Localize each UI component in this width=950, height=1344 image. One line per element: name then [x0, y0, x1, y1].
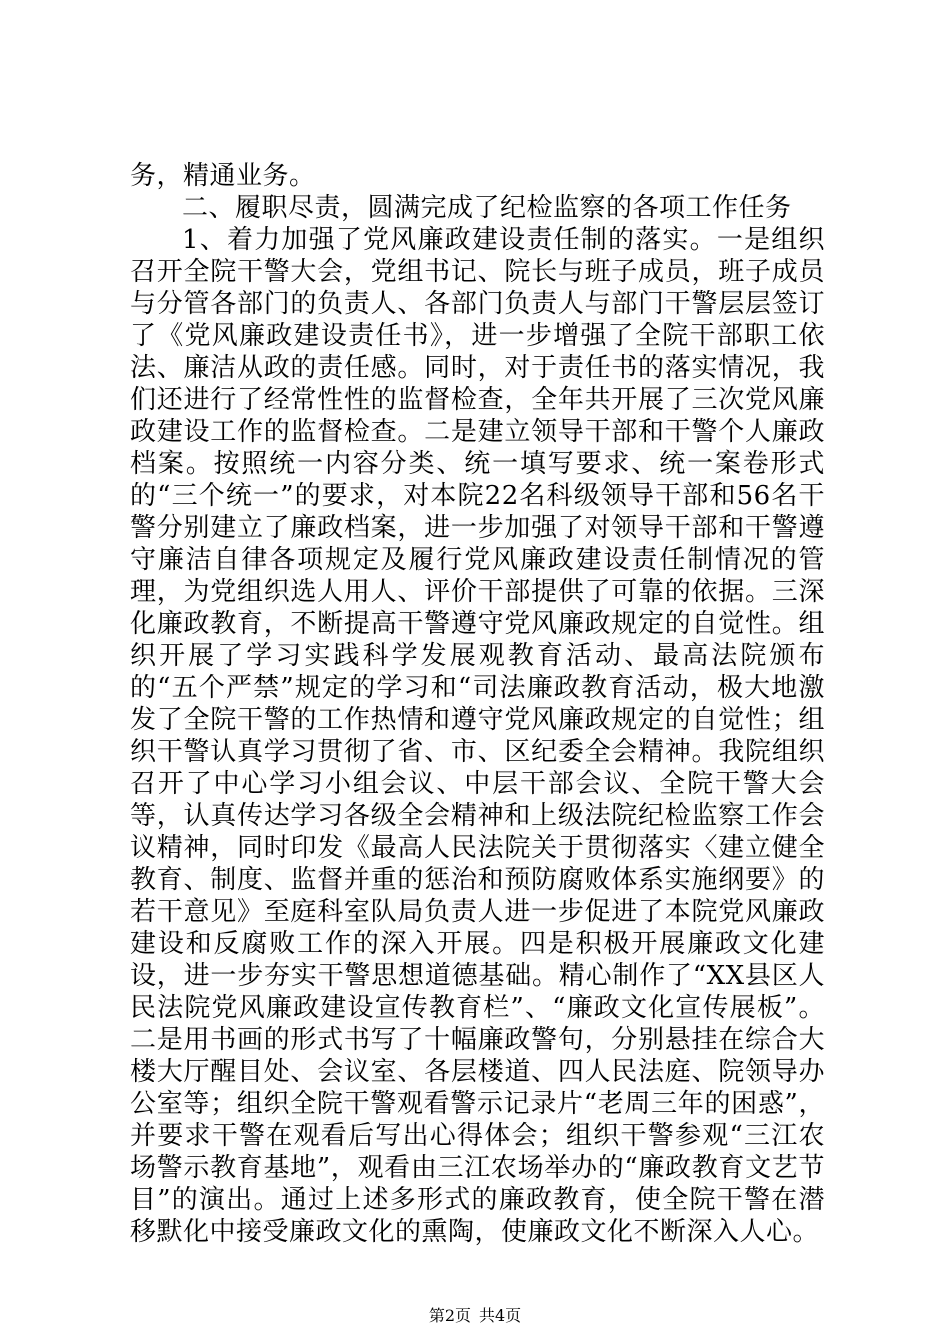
section-heading: 二、履职尽责，圆满完成了纪检监察的各项工作任务 [182, 193, 792, 223]
page-total: 共4页 [479, 1306, 522, 1325]
page-number: 第2页 [428, 1306, 471, 1325]
document-body [130, 160, 825, 1248]
paragraph-continuation: 务，精通业务。 [130, 161, 316, 191]
page-footer [0, 1306, 950, 1326]
paragraph-body: 1、着力加强了党风廉政建设责任制的落实。一是组织召开全院干警大会，党组书记、院长与班子成员，班子成员与分管各部门的负责人、各部门负责人与部门干警层层签订了《党风廉政建设责任书》，进一步增强了全院干部职工依法、廉洁从政的责任感。同时，对于责任书的落实情况，我们还进行了经常性性的监督检查，全年共开展了三次党风廉政建设工作的监督检查。二是建立领导干部和干警个人廉政档案。按照统一内容分类、统一填写要求、统一案卷形式的“三个统一”的要求，对本院22名科级领导干部和56名干警分别建立了廉政档案，进一步加强了对领导干部和干警遵守廉洁自律各项规定及履行党风廉政建设责任制情况的管理，为党组织选人用人、评价干部提供了可靠的依据。三深化廉政教育，不断提高干警遵守党风廉政规定的自觉性。组织开展了学习实践科学发展观教育活动、最高法院颁布的“五个严禁”规定的学习和“司法廉政教育活动，极大地激发了全院干警的工作热情和遵守党风廉政规定的自觉性；组织干警认真学习贯彻了省、市、区纪委全会精神。我院组织召开了中心学习小组会议、中层干部会议、全院干警大会等，认真传达学习各级全会精神和上级法院纪检监察工作会议精神，同时印发《最高人民法院关于贯彻落实〈建立健全教育、制度、监督并重的惩治和预防腐败体系实施纲要》的若干意见》至庭科室队局负责人进一步促进了本院党风廉政建设和反腐败工作的深入开展。四是积极开展廉政文化建设，进一步夯实干警思想道德基础。精心制作了“XX县区人民法院党风廉政建设宣传教育栏”、“廉政文化宣传展板”。二是用书画的形式书写了十幅廉政警句，分别悬挂在综合大楼大厅醒目处、会议室、各层楼道、四人民法庭、院领导办公室等；组织全院干警观看警示记录片“老周三年的困惑”，并要求干警在观看后写出心得体会；组织干警参观“三江农场警示教育基地”，观看由三江农场举办的“廉政教育文艺节目”的演出。通过上述多形式的廉政教育，使全院干警在潜移默化中接受廉政文化的熏陶，使廉政文化不断深入人心。 [130, 225, 825, 1247]
